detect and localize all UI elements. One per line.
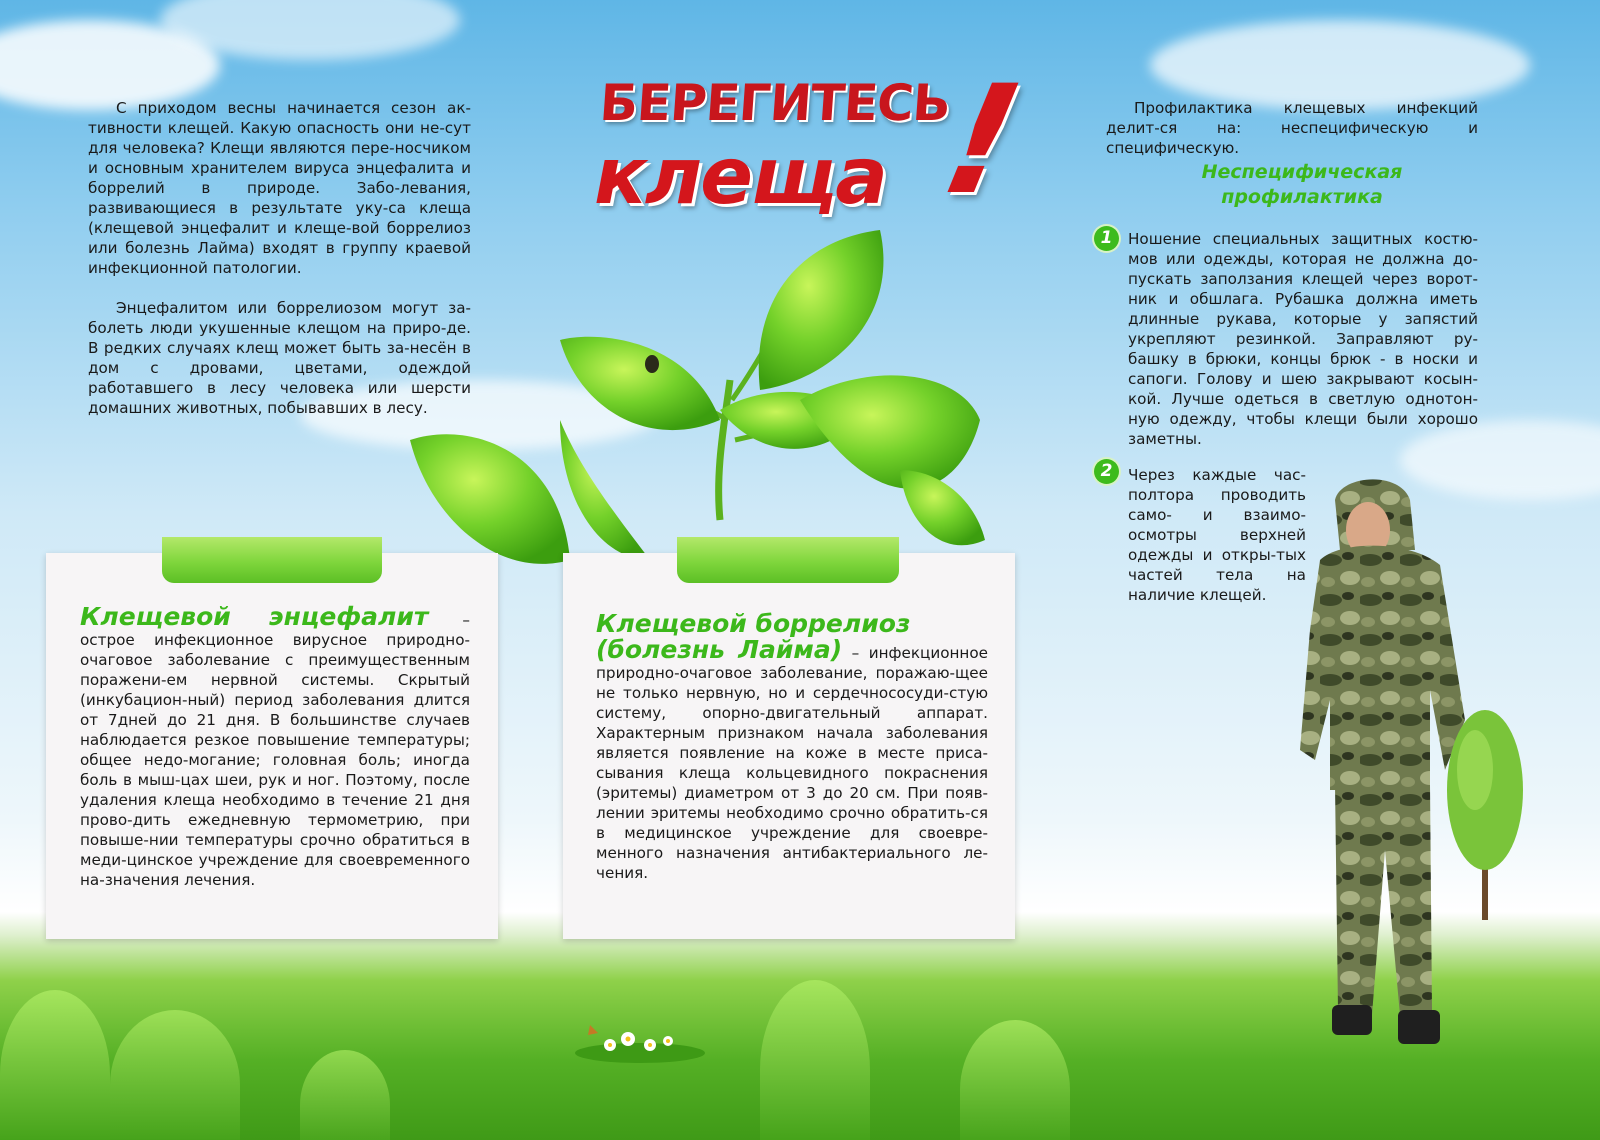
encephalitis-text [80, 602, 470, 890]
borreliosis-body: – инфекционное природно-очаговое заболевание, поражаю-щее не только нервную, но и сердечнососуди-стую систему, опорно-двигательный аппарат. Характерным признаком начала заболевания является появление на коже в месте присa-сывания клеща кольцевидного покраснения (эритемы) диаметром от 3 до 20 см. При появ-лении эритемы необходимо срочно обратить-ся в медицинское учреждение для своевре-менного назначения антибактериального ле-чения. [596, 644, 988, 882]
intro-paragraph-1: С приходом весны начинается сезон ак-тивности клещей. Какую опасность они не-сут для человека? Клещи являются пере-носчиком и основным хранителем вируса энцефалита и боррелий в природе. Забо-левания, развивающиеся в результате уку-са клеща (клещевой энцефалит и клеще-вой боррелиоз или болезнь Лайма) входят в группу краевой инфекционной патологии. [88, 99, 471, 277]
number-badge-2: 2 [1094, 459, 1119, 484]
encephalitis-heading: Клещевой энцефалит [80, 602, 429, 631]
title-line-1: БЕРЕГИТЕСЬ [597, 74, 952, 132]
tree [1440, 700, 1540, 920]
tree-svg [1440, 700, 1540, 920]
title-line-2: клеща [594, 132, 886, 222]
encephalitis-body: – острое инфекционное вирусное природно-очаговое заболевание с преимущественным поражени-ем нервной системы. Скрытый (инкубацион-ный) период заболевания длится от 7дней до 21 дня. В большинстве случаев наблюдается резкое повышение температуры; общее недо-могание; головная боль; иногда боль в мыш-цах шеи, рук и ног. Поэтому, после удаления клеща необходимо в течение 21 дня прово-дить ежедневную термометрию, при повыше-нии температуры срочно обратиться в меди-цинское учреждение для своевременного на-значения лечения. [80, 611, 470, 889]
prevention-heading-2: профилактика [1221, 186, 1383, 208]
card-tab [162, 537, 382, 583]
borreliosis-text [596, 607, 988, 883]
flowers-svg [570, 1015, 710, 1065]
flowers [570, 1015, 710, 1065]
borreliosis-card [563, 553, 1015, 939]
borreliosis-heading-1: Клещевой боррелиоз [596, 609, 911, 638]
prevention-heading-1: Неспецифическая [1201, 161, 1403, 183]
encephalitis-card [46, 553, 498, 939]
prevention-item-1: Ношение специальных защитных костю-мов или одежды, которая не должна до-пускать заползания клещей через ворот-ник и обшлага. Рубашка должна иметь длинные рукава, которые у запястий укрепляют резинкой. Заправляют ру-башку в брюки, концы брюк - в носки и сапоги. Голову и шею закрывают косын-кой. Лучше одеться в светлую однотон-ную одежду, чтобы клещи были хорошо заметны. [1128, 230, 1478, 448]
card-tab [677, 537, 899, 583]
borreliosis-heading-2: (болезнь Лайма) [596, 635, 843, 664]
intro-paragraph-2: Энцефалитом или боррелиозом могут за-болеть люди укушенные клещом на приро-де. В редких случаях клещ может быть за-несён в дом с дровами, цветами, одеждой работавшего в лесу человека или шерсти домашних животных, побывавших в лесу. [88, 299, 471, 417]
number-badge-1: 1 [1094, 226, 1119, 251]
prevention-intro: Профилактика клещевых инфекций делит-ся на: неспецифическую и специфическую. [1106, 99, 1478, 157]
title-exclamation: ! [929, 54, 1035, 228]
prevention-heading [1186, 160, 1418, 210]
prevention-item-2: Через каждые час-полтора проводить само- и взаимо-осмотры верхней одежды и откры-тых частей тела на наличие клещей. [1128, 466, 1306, 604]
